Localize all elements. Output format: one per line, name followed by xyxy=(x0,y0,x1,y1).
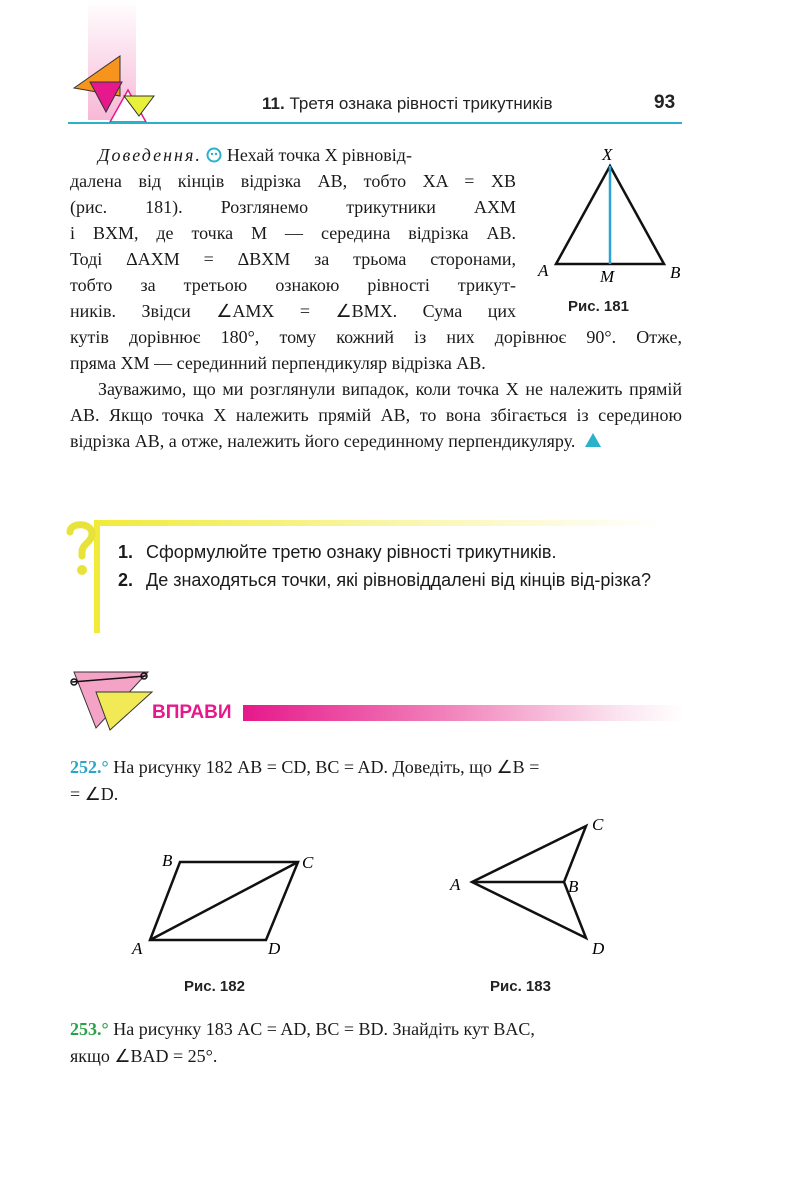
diagonal-ac xyxy=(150,862,298,940)
label-x: X xyxy=(602,145,613,164)
figure-182 xyxy=(126,848,326,958)
label-b: B xyxy=(670,263,681,282)
proof-paragraph-continued xyxy=(70,324,682,376)
figure-181-caption: Рис. 181 xyxy=(568,298,629,315)
section-number: 11. xyxy=(262,94,285,113)
proof-text-line: Нехай точка X рівновід- xyxy=(226,145,412,165)
questions-top-bar xyxy=(94,520,664,526)
label-d: D xyxy=(268,939,281,958)
proof-text-line: кутів дорівнює 180°, тому кожний із них дорівнює 90°. Отже, xyxy=(70,327,682,347)
triangle-end-icon xyxy=(584,432,602,448)
set-square-icon xyxy=(66,666,158,734)
questions-list xyxy=(118,540,682,596)
proof-paragraph xyxy=(70,142,516,324)
proof-text-line: далена від кінців відрізка AB, тобто XA = XB xyxy=(70,171,516,191)
page-number: 93 xyxy=(654,92,676,113)
proof-text-line: Тоді ΔAXM = ΔBXM за трьома сторонами, xyxy=(70,249,516,269)
label-c: C xyxy=(302,853,314,872)
task-text: На рисунку 182 AB = CD, BC = AD. Доведіть, що ∠B = xyxy=(113,757,540,777)
proof-text-line: ників. Звідси ∠AMX = ∠BMX. Сума цих xyxy=(70,301,516,321)
label-a: A xyxy=(450,875,461,894)
exercises-bar xyxy=(243,705,683,721)
question-item xyxy=(118,568,682,593)
proof-text-line: (рис. 181). Розглянемо трикутники AXM xyxy=(70,197,516,217)
figure-182-caption: Рис. 182 xyxy=(184,978,245,995)
question-text: Сформулюйте третю ознаку рівності трикутників. xyxy=(146,542,557,562)
proof-text-line: пряма XM — серединний перпендикуляр відрізка AB. xyxy=(70,353,486,373)
section-title-text: Третя ознака рівності трикутників xyxy=(289,94,553,113)
figure-183-caption: Рис. 183 xyxy=(490,978,551,995)
remark-text: Зауважимо, що ми розглянули випадок, коли точка X не належить прямій AB. Якщо точка X належить прямій AB, то вона збігається із серединою відрізка AB, а отже, належить його серединному перпендикуляру. xyxy=(70,379,682,451)
task-253-line-1 xyxy=(70,1016,682,1043)
proof-label: Доведення. xyxy=(98,145,202,165)
figure-183 xyxy=(446,812,616,962)
task-text: = ∠D. xyxy=(70,784,119,804)
triangles-logo-icon xyxy=(66,52,158,124)
figure-181 xyxy=(530,140,690,290)
proof-line-1 xyxy=(70,142,516,168)
section-title xyxy=(262,94,553,114)
question-text: Де знаходяться точки, які рівновіддалені від кінців від-різка? xyxy=(146,570,651,590)
question-item xyxy=(118,540,682,565)
remark-paragraph xyxy=(70,376,682,454)
label-a: A xyxy=(132,939,143,958)
label-c: C xyxy=(592,815,604,834)
exercises-title: ВПРАВИ xyxy=(152,702,232,723)
task-number: 253.° xyxy=(70,1019,109,1039)
label-d: D xyxy=(592,939,605,958)
question-number: 2. xyxy=(118,570,134,590)
label-m: M xyxy=(600,267,615,286)
header-rule xyxy=(68,122,682,124)
task-252 xyxy=(70,754,682,808)
task-number: 252.° xyxy=(70,757,109,777)
label-b: B xyxy=(162,851,173,870)
task-text: На рисунку 183 AC = AD, BC = BD. Знайдіть кут BAC, xyxy=(113,1019,535,1039)
circle-start-icon xyxy=(206,147,222,163)
task-252-line-1 xyxy=(70,754,682,781)
task-text: якщо ∠BAD = 25°. xyxy=(70,1046,218,1066)
proof-text-line: тобто за третьою ознакою рівності трикут- xyxy=(70,275,516,295)
label-a: A xyxy=(538,261,549,280)
proof-text-line: і BXM, де точка M — середина відрізка AB. xyxy=(70,223,516,243)
label-b: B xyxy=(568,877,579,896)
task-253 xyxy=(70,1016,682,1070)
question-number: 1. xyxy=(118,542,134,562)
question-mark-icon xyxy=(66,520,96,580)
